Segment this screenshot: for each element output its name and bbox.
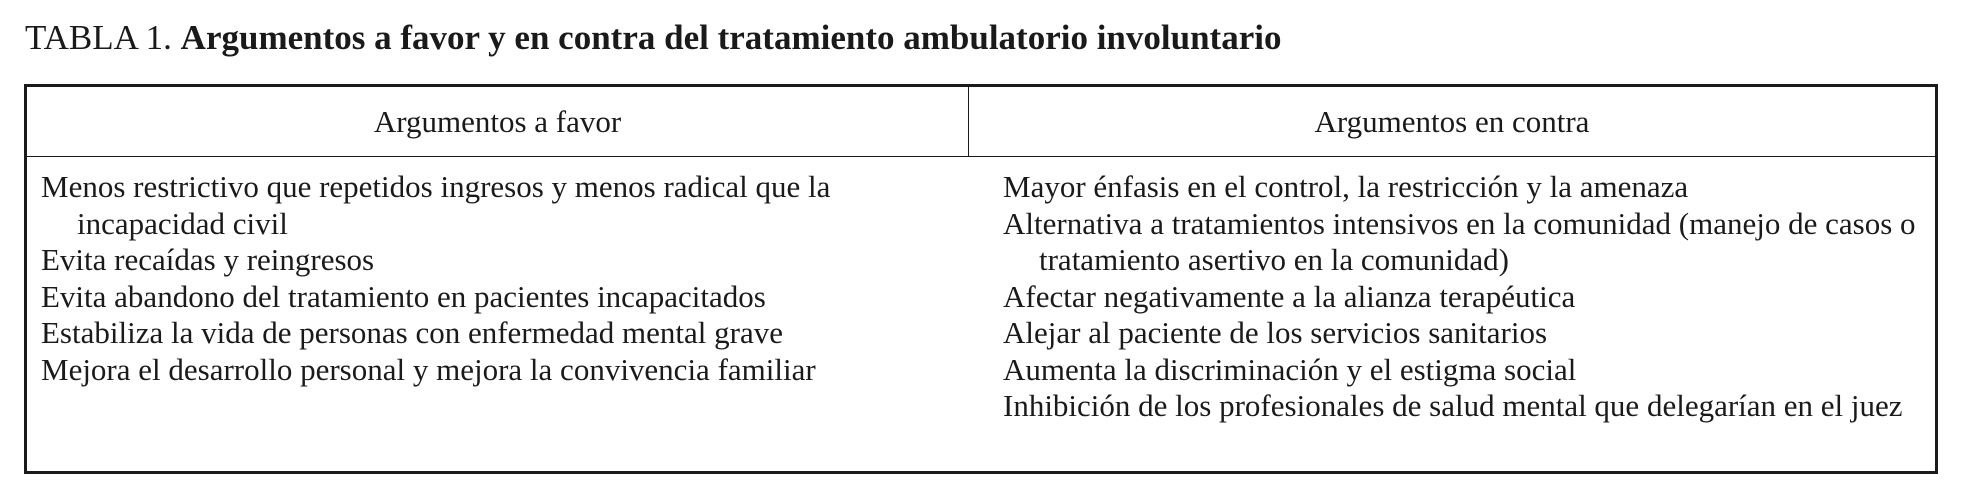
contra-item: Mayor énfasis en el control, la restricción y la amenaza [1003, 169, 1689, 204]
table-caption: Argumentos a favor y en contra del tratamiento ambulatorio involuntario [180, 18, 1282, 57]
favor-item: Menos restrictivo que repetidos ingresos y menos radical que la incapacidad civil [41, 169, 831, 241]
header-favor: Argumentos a favor [27, 87, 969, 156]
contra-item: Inhibición de los profesionales de salud mental que delegarían en el juez [1003, 388, 1903, 423]
table-title [25, 14, 1281, 62]
arguments-table [24, 84, 1938, 474]
contra-column [1003, 169, 1933, 425]
contra-item: Afectar negativamente a la alianza terapéutica [1003, 278, 1576, 314]
table-header-row [27, 87, 1935, 157]
favor-item: Mejora el desarrollo personal y mejora la convivencia familiar [41, 351, 816, 387]
favor-item: Evita recaídas y reingresos [41, 242, 375, 277]
favor-item: Evita abandono del tratamiento en pacientes incapacitados [41, 278, 766, 314]
favor-column [41, 169, 961, 388]
table-number: TABLA 1. [25, 18, 172, 57]
contra-item: Alejar al paciente de los servicios sanitarios [1003, 315, 1548, 350]
header-contra: Argumentos en contra [1314, 103, 1590, 139]
contra-item: Aumenta la discriminación y el estigma social [1003, 351, 1577, 387]
contra-item: Alternativa a tratamientos intensivos en la comunidad (manejo de casos o tratamiento asertivo en la comunidad) [1003, 205, 1916, 277]
favor-item: Estabiliza la vida de personas con enfermedad mental grave [41, 315, 783, 350]
